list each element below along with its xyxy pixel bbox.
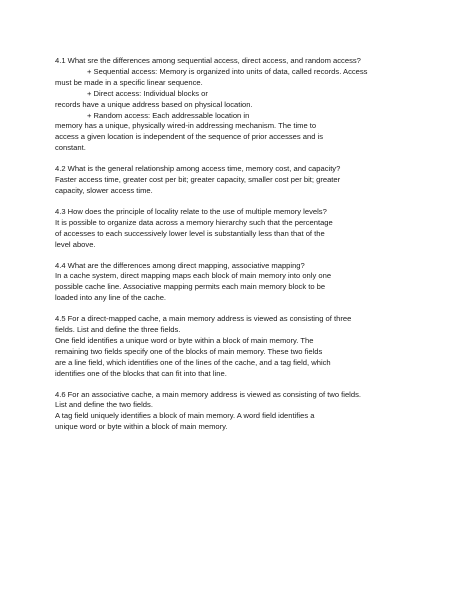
question-4-2: [55, 164, 385, 197]
text-line: One field identifies a unique word or byte within a block of main memory. The: [55, 335, 314, 345]
text-line: possible cache line. Associative mapping permits each main memory block to be: [55, 282, 326, 292]
text-line: unique word or byte within a block of main memory.: [55, 422, 228, 432]
text-line: In a cache system, direct mapping maps each block of main memory into only one: [55, 271, 332, 281]
text-line: 4.6 For an associative cache, a main memory address is viewed as consisting of two fields.: [55, 389, 361, 399]
text-line: access a given location is independent of the sequence of prior accesses and is: [55, 132, 324, 142]
text-line: constant.: [55, 143, 86, 153]
text-line: 4.1 What sre the differences among sequential access, direct access, and random access?: [55, 56, 361, 65]
text-line: + Random access: Each addressable location in: [87, 110, 250, 120]
text-line: are a line field, which identifies one of the lines of the cache, and a tag field, which: [55, 357, 331, 367]
text-line: + Direct access: Individual blocks or: [87, 88, 208, 98]
text-line: fields. List and define the three fields.: [55, 325, 181, 335]
text-line: Faster access time, greater cost per bit; greater capacity, smaller cost per bit; greater: [55, 175, 341, 185]
text-line: level above.: [55, 239, 96, 249]
text-line: 4.2 What is the general relationship among access time, memory cost, and capacity?: [55, 164, 341, 174]
text-line: of accesses to each successively lower level is substantially less than that of the: [55, 228, 325, 238]
question-4-5: [55, 314, 385, 379]
text-line: + Sequential access: Memory is organized into units of data, called records. Access: [87, 66, 368, 76]
question-4-4: [55, 261, 385, 305]
text-line: remaining two fields specify one of the blocks of main memory. These two fields: [55, 346, 323, 356]
question-4-1: [55, 56, 385, 154]
question-4-3: [55, 207, 385, 251]
text-line: List and define the two fields.: [55, 400, 153, 410]
text-line: A tag field uniquely identifies a block of main memory. A word field identifies a: [55, 411, 315, 421]
text-line: loaded into any line of the cache.: [55, 293, 167, 303]
text-line: 4.5 For a direct-mapped cache, a main memory address is viewed as consisting of three: [55, 314, 352, 324]
text-line: identifies one of the blocks that can fit into that line.: [55, 368, 227, 378]
text-line: records have a unique address based on physical location.: [55, 99, 253, 109]
text-line: memory has a unique, physically wired-in addressing mechanism. The time to: [55, 121, 317, 131]
document-body: [55, 56, 385, 443]
text-line: It is possible to organize data across a memory hierarchy such that the percentage: [55, 217, 333, 227]
text-line: capacity, slower access time.: [55, 185, 153, 195]
text-line: must be made in a specific linear sequence.: [55, 77, 203, 87]
question-4-6: [55, 390, 385, 434]
text-line: 4.4 What are the differences among direct mapping, associative mapping?: [55, 260, 305, 270]
text-line: 4.3 How does the principle of locality relate to the use of multiple memory levels?: [55, 206, 327, 216]
